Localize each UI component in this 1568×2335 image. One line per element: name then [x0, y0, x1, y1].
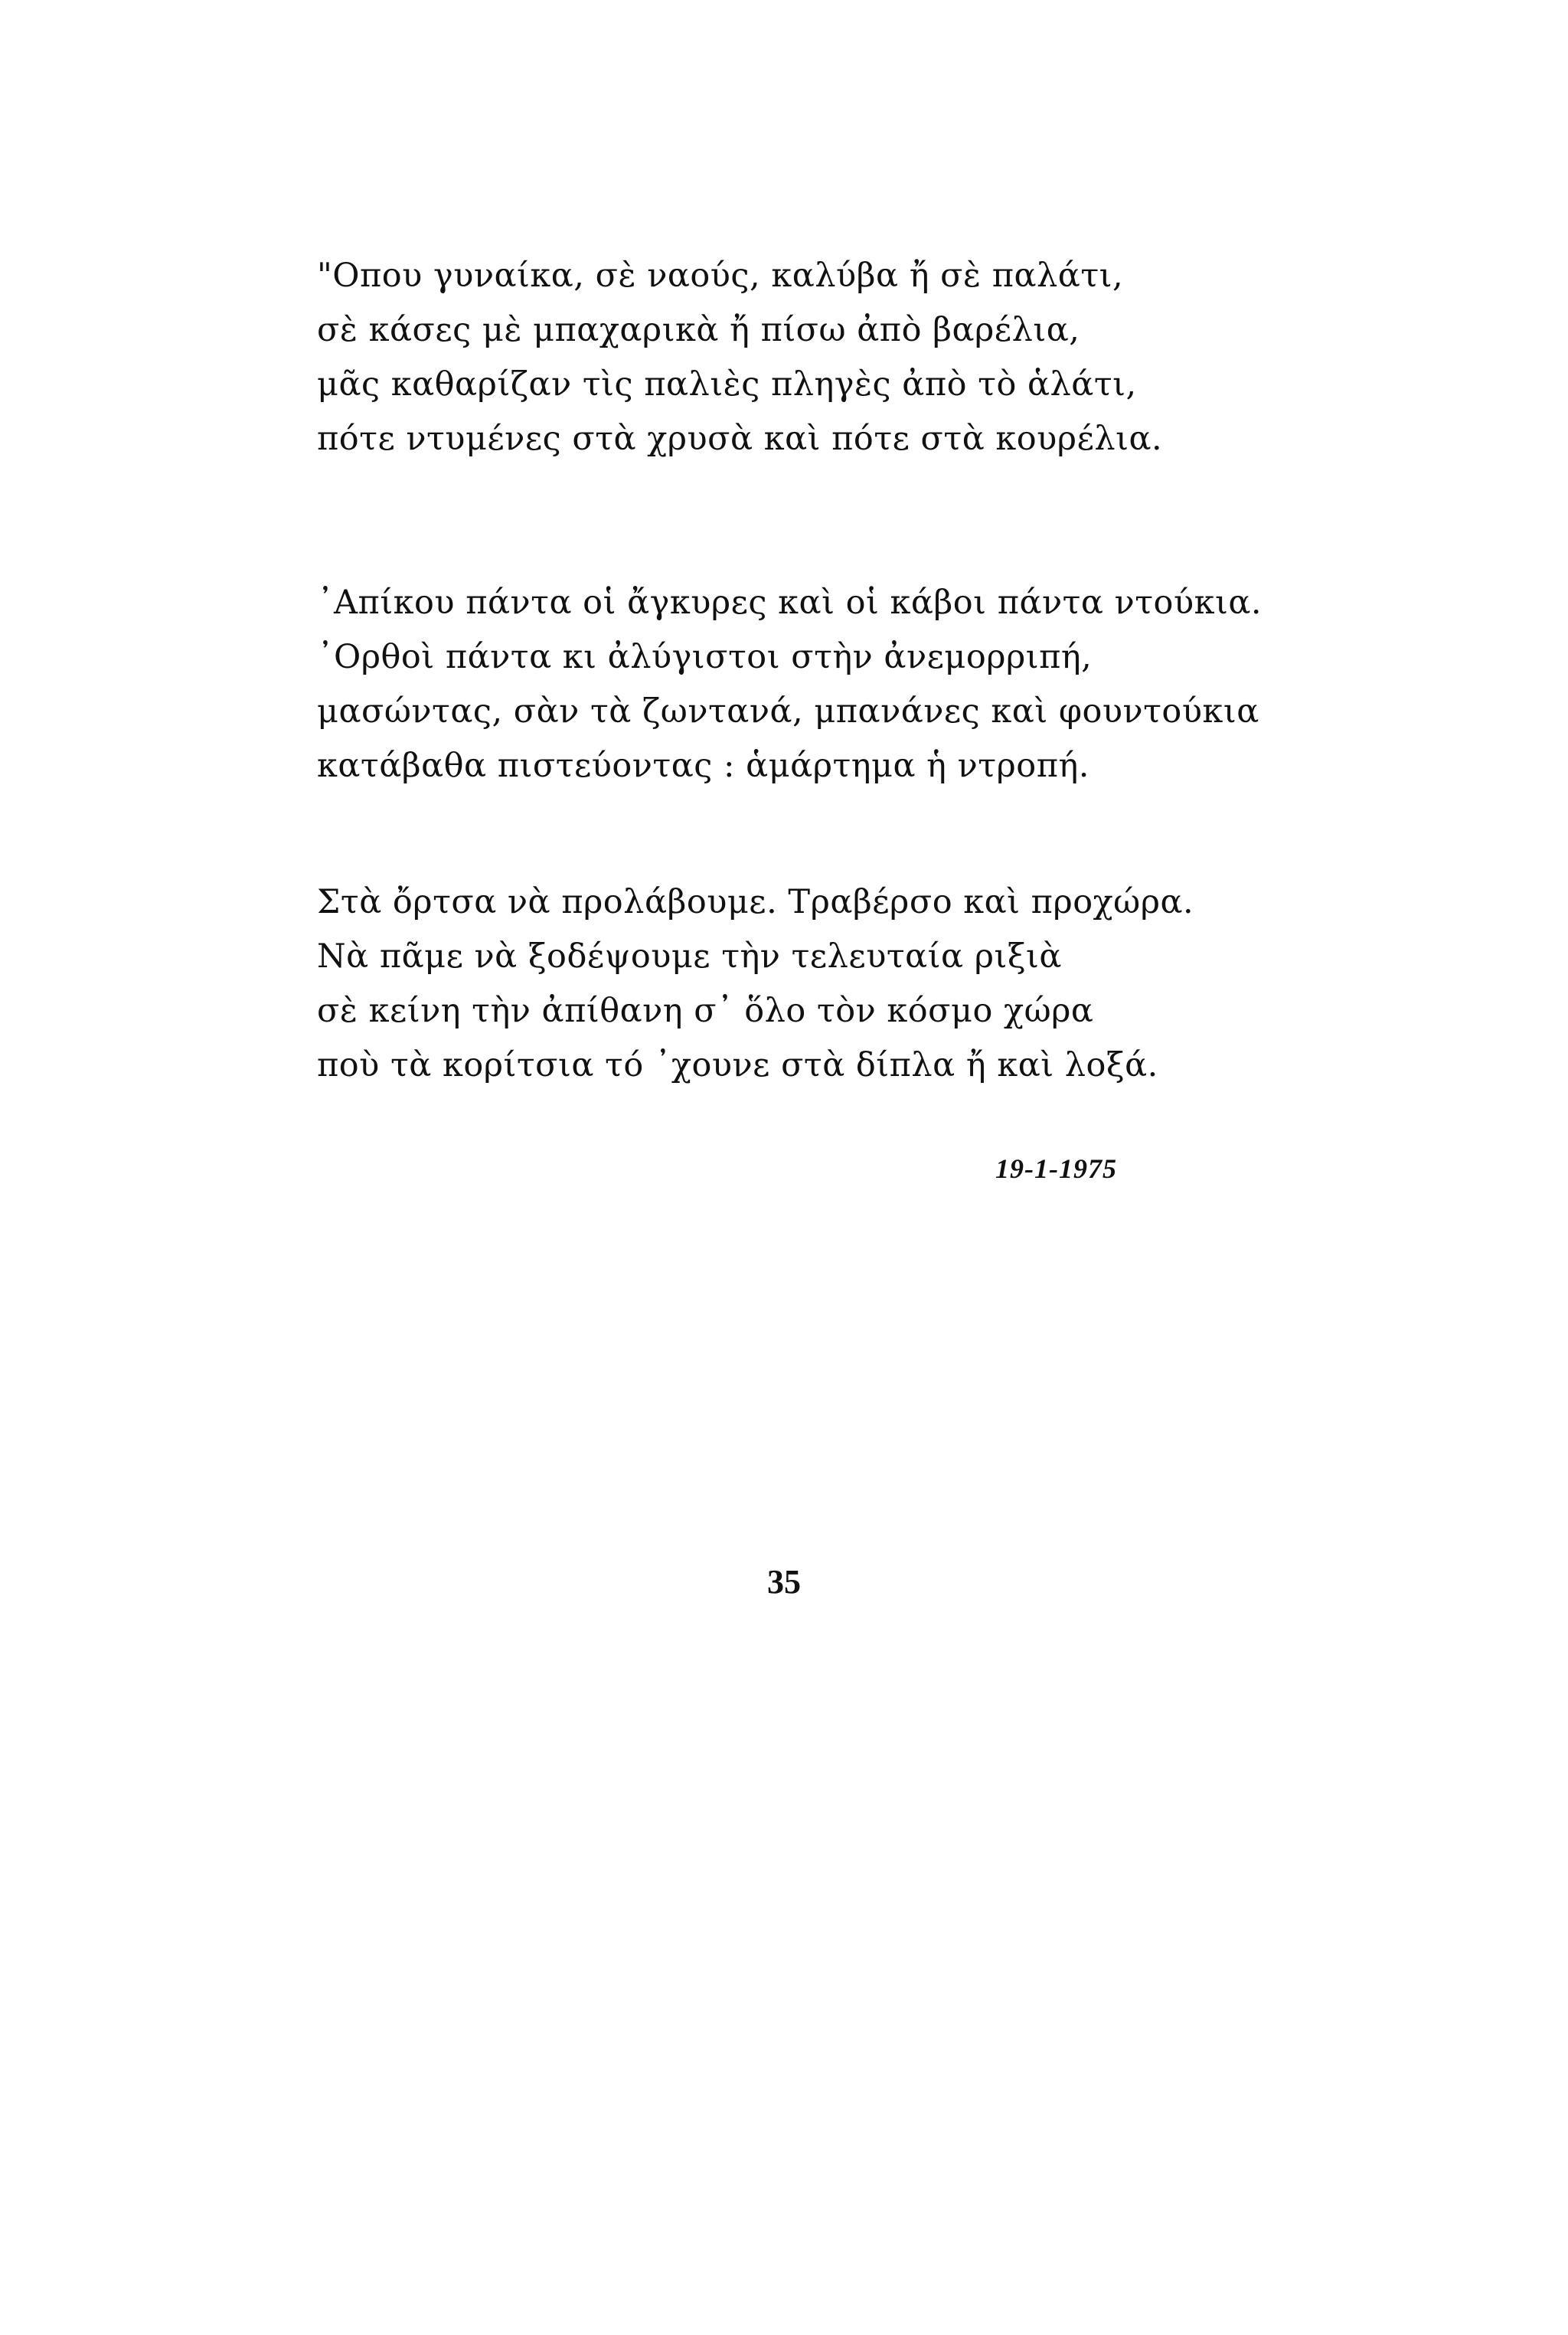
poem-date: 19-1-1975	[995, 1153, 1117, 1184]
poem-line: κατάβαθα πιστεύοντας : ἁμάρτημα ἡ ντροπή.	[317, 747, 1089, 785]
poem-line: ποὺ τὰ κορίτσια τό ᾿χουνε στὰ δίπλα ἤ καὶ λοξά.	[317, 1046, 1158, 1084]
stanza-3	[317, 875, 1404, 1093]
poem-line: πότε ντυμένες στὰ χρυσὰ καὶ πότε στὰ κουρέλια.	[317, 420, 1163, 458]
page-number: 35	[767, 1563, 801, 1601]
poem-line: ᾿Απίκου πάντα οἱ ἄγκυρες καὶ οἱ κάβοι πάντα ντούκια.	[317, 584, 1263, 622]
stanza-2	[317, 576, 1404, 793]
poem-line: Στὰ ὄρτσα νὰ προλάβουμε. Τραβέρσο καὶ προχώρα.	[317, 883, 1194, 921]
poem-line: Νὰ πᾶμε νὰ ξοδέψουμε τὴν τελευταία ριξιὰ	[317, 937, 1062, 976]
poem-line: ᾿Ορθοὶ πάντα κι ἀλύγιστοι στὴν ἀνεμορριπή,	[317, 638, 1093, 676]
stanza-1	[317, 249, 1404, 466]
poem-line: μᾶς καθαρίζαν τὶς παλιὲς πληγὲς ἀπὸ τὸ ἁλάτι,	[317, 365, 1137, 404]
poem-line: σὲ κείνη τὴν ἀπίθανη σ᾿ ὅλο τὸν κόσμο χώρα	[317, 992, 1094, 1030]
poem-line: σὲ κάσες μὲ μπαχαρικὰ ἤ πίσω ἀπὸ βαρέλια,	[317, 311, 1080, 349]
poem-line: "Οπου γυναίκα, σὲ ναούς, καλύβα ἤ σὲ παλάτι,	[317, 257, 1124, 295]
poem-line: μασώντας, σὰν τὰ ζωντανά, μπανάνες καὶ φουντούκια	[317, 692, 1259, 731]
